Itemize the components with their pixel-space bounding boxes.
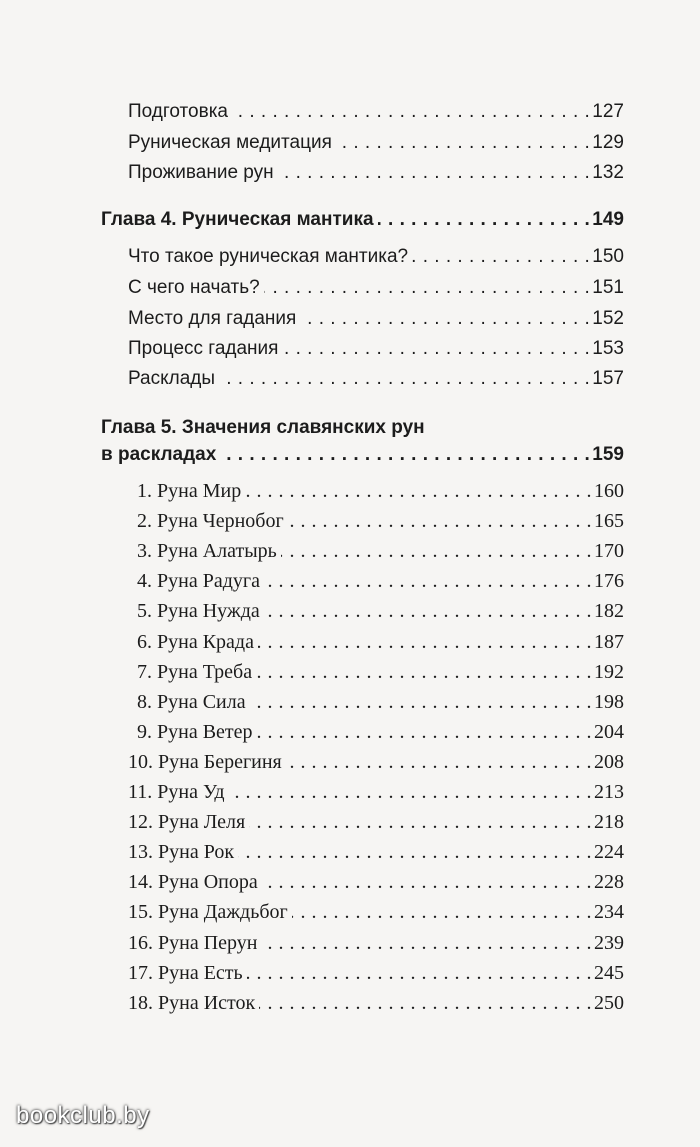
toc-entry-title: Процесс гадания [128,338,279,359]
toc-entry [128,245,624,269]
toc-entry-title: Проживание рун [128,162,274,183]
leader-dots [286,750,592,774]
rune-entry [137,569,624,593]
toc-entry [128,100,624,124]
leader-dots [288,509,592,533]
rune-entry [128,750,624,774]
rune-entry-title: 18. Руна Исток [128,992,256,1014]
rune-entry-title: 15. Руна Даждьбог [128,901,288,923]
leader-dots [219,367,590,391]
rune-entry-title: 7. Руна Треба [137,661,253,683]
watermark: bookclub.by [16,1102,150,1129]
rune-entry-page: 165 [594,510,624,532]
rune-entry-title: 3. Руна Алатырь [137,540,277,562]
rune-entry-page: 250 [594,992,624,1014]
leader-dots [261,931,592,955]
toc-entry-page: 153 [592,338,624,359]
chapter-title-line2: в раскладах [101,444,217,465]
rune-entry-page: 224 [594,841,624,863]
rune-entry-title: 11. Руна Уд [128,781,225,803]
leader-dots [412,245,590,269]
chapter-page: 149 [592,209,624,230]
leader-dots [238,840,592,864]
toc-entry-title: Подготовка [128,101,229,122]
rune-entry-page: 192 [594,661,624,683]
chapter-heading [101,443,624,467]
rune-entry-title: 6. Руна Крада [137,631,254,653]
rune-entry [137,479,624,503]
leader-dots [229,780,593,804]
rune-entry [128,931,624,955]
rune-entry-page: 170 [594,540,624,562]
rune-entry-page: 182 [594,600,624,622]
toc-entry-page: 150 [592,246,624,267]
leader-dots [292,900,592,924]
leader-dots [264,569,592,593]
rune-entry-page: 187 [594,631,624,653]
rune-entry-page: 213 [594,781,624,803]
rune-entry-page: 239 [594,932,624,954]
toc-entry [128,131,624,155]
rune-entry-page: 198 [594,691,624,713]
rune-entry [137,630,624,654]
rune-entry-page: 234 [594,901,624,923]
toc-entry-title: С чего начать? [128,277,260,298]
rune-entry [137,720,624,744]
toc-entry-page: 152 [592,308,624,329]
rune-entry [128,900,624,924]
toc-entry [128,367,624,391]
toc-entry-page: 157 [592,368,624,389]
leader-dots [220,443,590,467]
rune-entry-title: 10. Руна Берегиня [128,751,282,773]
toc-entry-title: Расклады [128,368,216,389]
rune-entry-page: 176 [594,570,624,592]
rune-entry-title: 13. Руна Рок [128,841,235,863]
rune-entry-page: 204 [594,721,624,743]
rune-entry-page: 218 [594,811,624,833]
leader-dots [258,630,592,654]
rune-entry-page: 245 [594,962,624,984]
leader-dots [232,100,590,124]
rune-entry-title: 8. Руна Сила [137,691,246,713]
rune-entry-title: 14. Руна Опора [128,871,258,893]
leader-dots [264,276,591,300]
leader-dots [262,870,592,894]
rune-entry-page: 228 [594,871,624,893]
rune-entry-title: 12. Руна Леля [128,811,246,833]
leader-dots [257,720,592,744]
toc-entry [128,337,624,361]
leader-dots [336,131,590,155]
chapter-title: Глава 4. Руническая мантика [101,209,374,230]
toc-entry-title: Что такое руническая мантика? [128,246,409,267]
chapter-heading [101,208,624,232]
rune-entry-title: 2. Руна Чернобог [137,510,284,532]
rune-entry [137,690,624,714]
rune-entry [128,961,624,985]
rune-entry-title: 1. Руна Мир [137,480,242,502]
leader-dots [300,307,590,331]
leader-dots [250,690,592,714]
rune-entry [137,660,624,684]
leader-dots [259,991,592,1015]
rune-entry [137,509,624,533]
toc-entry-title: Место для гадания [128,308,297,329]
rune-entry [128,780,624,804]
leader-dots [282,337,590,361]
rune-entry-page: 160 [594,480,624,502]
leader-dots [245,479,592,503]
rune-entry [137,599,624,623]
rune-entry [128,810,624,834]
chapter-page: 159 [592,444,624,465]
toc-entry [128,276,624,300]
leader-dots [281,539,592,563]
rune-entry-page: 208 [594,751,624,773]
rune-entry [128,840,624,864]
toc-entry-title: Руническая медитация [128,132,332,153]
rune-entry-title: 5. Руна Нужда [137,600,260,622]
rune-entry-title: 9. Руна Ветер [137,721,253,743]
leader-dots [256,660,592,684]
toc-entry-page: 127 [592,101,624,122]
toc-entry-page: 129 [592,132,624,153]
toc-entry-page: 132 [592,162,624,183]
toc-entry-page: 151 [592,277,624,298]
leader-dots [247,961,592,985]
rune-entry [128,870,624,894]
toc-entry [128,161,624,185]
rune-entry-title: 16. Руна Перун [128,932,258,954]
rune-entry-title: 17. Руна Есть [128,962,243,984]
rune-entry [128,991,624,1015]
chapter-title-line1: Глава 5. Значения славянских рун [101,417,425,438]
leader-dots [378,208,591,232]
leader-dots [264,599,592,623]
leader-dots [249,810,592,834]
rune-entry-title: 4. Руна Радуга [137,570,260,592]
leader-dots [278,161,591,185]
rune-entry [137,539,624,563]
toc-entry [128,307,624,331]
